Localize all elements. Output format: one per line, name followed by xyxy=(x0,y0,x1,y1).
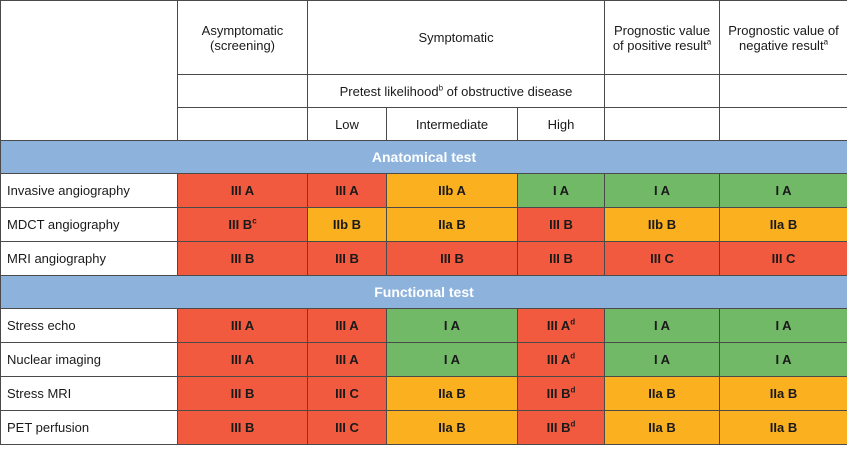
recommendation-class: IIa B xyxy=(438,217,466,232)
header-positive-sup: a xyxy=(706,37,712,47)
recommendation-cell xyxy=(387,343,518,377)
recommendation-class: IIb A xyxy=(438,183,466,198)
recommendation-class: IIb B xyxy=(647,217,677,232)
recommendation-cell xyxy=(308,242,387,276)
recommendation-class: III A xyxy=(546,318,571,333)
recommendation-class: IIa B xyxy=(438,386,466,401)
recommendation-class: III B xyxy=(228,217,253,232)
footnote-marker: d xyxy=(570,385,576,395)
recommendation-class: III B xyxy=(230,251,255,266)
recommendation-cell xyxy=(178,208,308,242)
recommendation-class: I A xyxy=(775,183,792,198)
header-asymptomatic-blank-2 xyxy=(178,75,308,108)
recommendation-class: III B xyxy=(335,251,359,266)
row-label: PET perfusion xyxy=(1,411,178,445)
recommendation-cell xyxy=(720,242,847,276)
recommendation-cell xyxy=(308,411,387,445)
recommendation-class: IIb B xyxy=(332,217,362,232)
row-label: MDCT angiography xyxy=(1,208,178,242)
section-title: Functional test xyxy=(1,276,847,309)
recommendation-cell xyxy=(387,377,518,411)
pretest-sup: b xyxy=(438,83,444,93)
recommendation-class: I A xyxy=(775,352,792,367)
recommendation-cell xyxy=(518,309,605,343)
row-label: Stress echo xyxy=(1,309,178,343)
recommendation-class: III B xyxy=(546,420,571,435)
recommendation-class: III A xyxy=(335,352,359,367)
recommendation-class: I A xyxy=(552,183,570,198)
recommendation-cell xyxy=(308,309,387,343)
header-high: High xyxy=(518,108,605,141)
recommendation-cell xyxy=(605,242,720,276)
header-negative-blank-2 xyxy=(720,75,847,108)
recommendation-class: I A xyxy=(775,318,792,333)
pretest-prefix: Pretest likelihood xyxy=(339,83,439,99)
header-symptomatic-text: Symptomatic xyxy=(418,30,494,45)
header-row-1 xyxy=(1,1,847,75)
recommendation-class: III B xyxy=(230,386,255,401)
header-negative-result xyxy=(720,1,847,75)
table-row xyxy=(1,174,847,208)
header-negative-blank-3 xyxy=(720,108,847,141)
recommendation-cell xyxy=(720,411,847,445)
header-empty-cell xyxy=(1,1,178,141)
recommendation-cell xyxy=(387,411,518,445)
recommendation-cell xyxy=(308,377,387,411)
header-asymptomatic xyxy=(178,1,308,75)
recommendation-class: III A xyxy=(335,183,359,198)
recommendation-class: III A xyxy=(335,318,359,333)
recommendation-cell xyxy=(720,174,847,208)
header-positive-blank-3 xyxy=(605,108,720,141)
recommendation-cell xyxy=(605,208,720,242)
footnote-marker: d xyxy=(570,419,576,429)
header-positive-blank-2 xyxy=(605,75,720,108)
table-row xyxy=(1,377,847,411)
recommendation-class: III C xyxy=(335,386,359,401)
recommendation-cell xyxy=(518,174,605,208)
table-row xyxy=(1,309,847,343)
row-label: Invasive angiography xyxy=(1,174,178,208)
recommendation-class: I A xyxy=(443,318,461,333)
footnote-marker: d xyxy=(570,351,576,361)
recommendation-class: III A xyxy=(230,318,255,333)
recommendation-cell xyxy=(605,343,720,377)
recommendation-class: IIa B xyxy=(769,420,798,435)
recommendation-class: III B xyxy=(440,251,464,266)
recommendation-cell xyxy=(720,309,847,343)
recommendation-cell xyxy=(720,343,847,377)
recommendation-cell xyxy=(308,174,387,208)
recommendation-cell xyxy=(518,242,605,276)
header-low: Low xyxy=(308,108,387,141)
table-row xyxy=(1,208,847,242)
recommendation-class: IIa B xyxy=(648,420,676,435)
recommendation-class: III A xyxy=(230,183,255,198)
recommendation-class: III B xyxy=(230,420,255,435)
footnote-marker: c xyxy=(252,216,257,226)
recommendation-cell xyxy=(178,309,308,343)
recommendation-class: IIa B xyxy=(769,217,798,232)
header-negative-sup: a xyxy=(823,37,829,47)
header-intermediate: Intermediate xyxy=(387,108,518,141)
recommendation-class: IIa B xyxy=(438,420,466,435)
recommendation-class: III B xyxy=(549,217,573,232)
recommendation-cell xyxy=(387,208,518,242)
recommendation-cell xyxy=(308,343,387,377)
recommendation-cell xyxy=(605,174,720,208)
recommendation-cell xyxy=(605,309,720,343)
recommendation-cell xyxy=(518,343,605,377)
recommendation-class: III C xyxy=(335,420,359,435)
recommendation-cell xyxy=(720,208,847,242)
header-asymptomatic-blank-3 xyxy=(178,108,308,141)
row-label: Nuclear imaging xyxy=(1,343,178,377)
header-asymptomatic-text: Asymptomatic (screening) xyxy=(201,22,284,53)
header-positive-result xyxy=(605,1,720,75)
header-positive-text: Prognostic value of positive result xyxy=(612,22,711,53)
recommendation-class: III A xyxy=(546,352,571,367)
recommendation-class: IIa B xyxy=(769,386,798,401)
recommendation-cell xyxy=(308,208,387,242)
recommendation-class: III A xyxy=(230,352,255,367)
recommendation-cell xyxy=(178,242,308,276)
row-label: MRI angiography xyxy=(1,242,178,276)
recommendation-cell xyxy=(518,208,605,242)
recommendation-cell xyxy=(178,174,308,208)
recommendation-class: I A xyxy=(653,352,671,367)
footnote-marker: d xyxy=(570,317,576,327)
pretest-suffix: of obstructive disease xyxy=(443,83,573,99)
recommendation-cell xyxy=(720,377,847,411)
recommendation-cell xyxy=(605,411,720,445)
recommendation-class: III B xyxy=(549,251,573,266)
recommendation-cell xyxy=(178,411,308,445)
recommendation-cell xyxy=(387,174,518,208)
recommendation-cell xyxy=(387,242,518,276)
recommendation-class: I A xyxy=(653,183,671,198)
row-label: Stress MRI xyxy=(1,377,178,411)
table-row xyxy=(1,242,847,276)
recommendation-class: III C xyxy=(650,251,674,266)
header-negative-text: Prognostic value of negative result xyxy=(728,22,839,53)
recommendation-class: III C xyxy=(771,251,796,266)
recommendation-class: I A xyxy=(653,318,671,333)
table-row xyxy=(1,343,847,377)
section-header-row xyxy=(1,276,847,309)
recommendation-cell xyxy=(178,343,308,377)
section-header-row xyxy=(1,141,847,174)
recommendation-class: IIa B xyxy=(648,386,676,401)
header-symptomatic xyxy=(308,1,605,75)
table-row xyxy=(1,411,847,445)
header-pretest-likelihood xyxy=(308,75,605,108)
recommendation-cell xyxy=(518,411,605,445)
section-title: Anatomical test xyxy=(1,141,847,174)
recommendation-cell xyxy=(387,309,518,343)
recommendation-cell xyxy=(605,377,720,411)
recommendation-cell xyxy=(178,377,308,411)
recommendation-class: III B xyxy=(546,386,571,401)
recommendation-class: I A xyxy=(443,352,461,367)
recommendation-cell xyxy=(518,377,605,411)
